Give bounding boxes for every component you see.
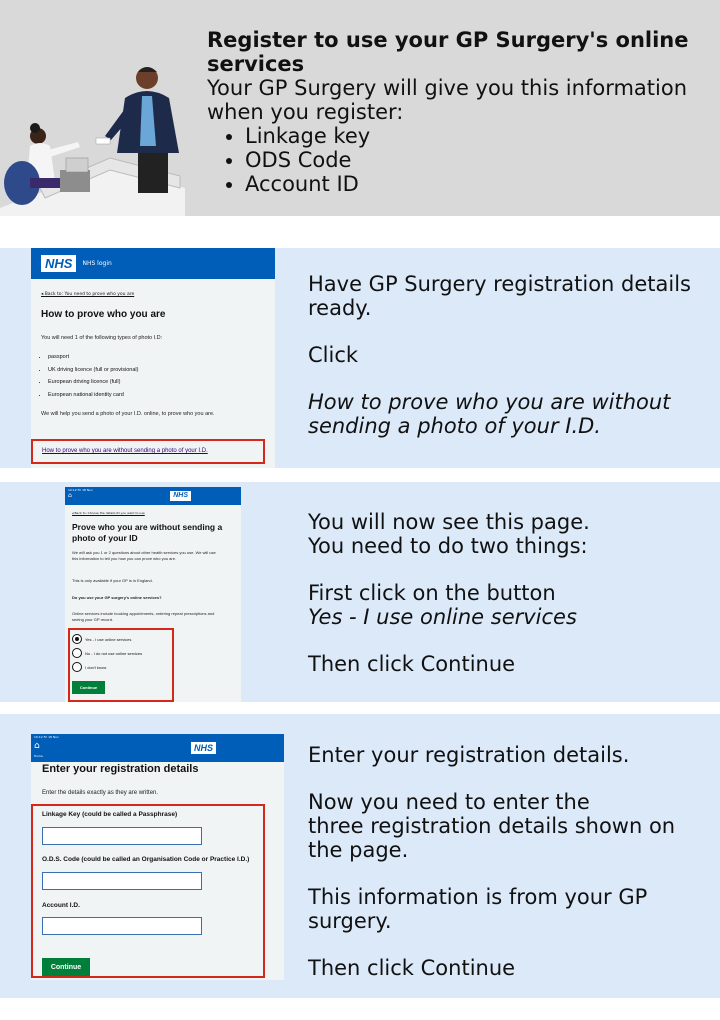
list-item: • Linkage key: [245, 124, 707, 148]
step-1-instructions: [308, 272, 708, 438]
shot-intro: You will need 1 of the following types of photo I.D:: [41, 335, 163, 341]
home-icon[interactable]: ⌂: [68, 492, 72, 499]
instruction-line: Click: [308, 343, 359, 367]
nhs-header-bar: [31, 248, 275, 279]
step-2-instructions: [308, 510, 708, 676]
radio-icon[interactable]: [72, 648, 82, 658]
list-item: • passport: [48, 351, 268, 364]
home-label[interactable]: Home: [34, 754, 43, 758]
instruction-button-name: Yes - I use online services: [308, 605, 577, 629]
step-3-panel: [0, 714, 720, 998]
ods-code-input[interactable]: [42, 872, 202, 890]
shot-question: Do you use your GP surgery's online services?: [72, 595, 162, 600]
ods-code-label: O.D.S. Code (could be called an Organisation Code or Practice I.D.): [42, 856, 250, 863]
step-2-panel: [0, 482, 720, 702]
list-item: • Account ID: [245, 172, 707, 196]
prove-without-photo-screenshot: [65, 487, 241, 702]
prove-without-photo-link[interactable]: How to prove who you are without sending a photo of your I.D.: [42, 448, 208, 454]
device-status: 10:12 Fri 18 Nov: [34, 735, 59, 739]
list-item: • European national identity card: [48, 389, 268, 402]
shot-heading: Prove who you are without sending a photo of your ID: [72, 522, 223, 543]
radio-dont-know[interactable]: [72, 662, 106, 672]
instruction-line: Enter your registration details.: [308, 743, 630, 767]
header-banner: [0, 0, 720, 216]
shot-para-1: We will ask you 1 or 2 questions about other health services you use. We will use this information to tell you how you can prove who you are.: [72, 550, 216, 561]
instruction-line: You will now see this page.: [308, 510, 590, 534]
device-status: 10:12 Fri 18 Nov: [68, 488, 93, 492]
nhs-logo: NHS: [170, 491, 191, 501]
list-item: • ODS Code: [245, 148, 707, 172]
instruction-line: Then click Continue: [308, 652, 516, 676]
header-text: [207, 28, 707, 196]
radio-label: No - I do not use online services: [85, 650, 143, 656]
instruction-line: This information is from your GP surgery.: [308, 885, 648, 933]
instruction-line: Now you need to enter the: [308, 790, 590, 814]
step-3-instructions: [308, 743, 708, 980]
instruction-link-name: How to prove who you are without sending a photo of your I.D.: [308, 390, 671, 438]
radio-no[interactable]: [72, 648, 142, 658]
back-link[interactable]: ◂ Back to: You need to prove who you are: [41, 292, 135, 297]
list-item: • UK driving licence (full or provisional): [48, 364, 268, 377]
shot-heading: Enter your registration details: [42, 763, 199, 775]
radio-yes[interactable]: [72, 634, 131, 644]
linkage-key-label: Linkage Key (could be called a Passphrase): [42, 811, 178, 818]
back-link[interactable]: ◂ Back to: Choose the details ID you want to use: [72, 511, 145, 515]
home-icon[interactable]: ⌂: [34, 741, 40, 751]
continue-button[interactable]: Continue: [72, 681, 105, 694]
shot-heading: How to prove who you are: [41, 309, 166, 320]
registration-details-screenshot: [31, 734, 284, 980]
instruction-line: Have GP Surgery registration details ready.: [308, 272, 691, 320]
continue-button[interactable]: Continue: [42, 958, 90, 976]
required-info-list: [245, 124, 707, 196]
account-id-input[interactable]: [42, 917, 202, 935]
nhs-logo: NHS: [41, 255, 76, 272]
linkage-key-input[interactable]: [42, 827, 202, 845]
instruction-line: First click on the button: [308, 581, 556, 605]
nhs-header-bar: [31, 734, 284, 762]
radio-label: I don't know: [85, 664, 107, 670]
header-title: Register to use your GP Surgery's online services: [207, 28, 689, 76]
account-id-label: Account I.D.: [42, 902, 80, 909]
shot-hint: Online services include booking appointments, ordering repeat prescriptions and seeing your GP record.: [72, 611, 215, 622]
nhs-header-bar: [65, 487, 241, 505]
radio-label: Yes - I use online services: [85, 636, 132, 642]
step-1-panel: [0, 248, 720, 468]
shot-para-2: This is only available if your GP is in England.: [72, 578, 153, 583]
nhs-login-label: NHS login: [82, 260, 112, 267]
reception-illustration: [0, 58, 190, 216]
id-types-list: [48, 351, 268, 401]
instruction-line: Then click Continue: [308, 956, 516, 980]
prove-who-you-are-screenshot: [31, 248, 275, 468]
radio-icon[interactable]: [72, 662, 82, 672]
shot-intro: Enter the details exactly as they are written.: [42, 790, 159, 796]
radio-selected-icon[interactable]: [72, 634, 82, 644]
list-item: • European driving licence (full): [48, 376, 268, 389]
instruction-line: You need to do two things:: [308, 534, 588, 558]
shot-help-text: We will help you send a photo of your I.D. online, to prove who you are.: [41, 411, 215, 417]
instruction-line: three registration details shown on the page.: [308, 814, 676, 862]
nhs-logo: NHS: [191, 742, 216, 754]
header-subtitle: Your GP Surgery will give you this information when you register:: [207, 76, 688, 124]
